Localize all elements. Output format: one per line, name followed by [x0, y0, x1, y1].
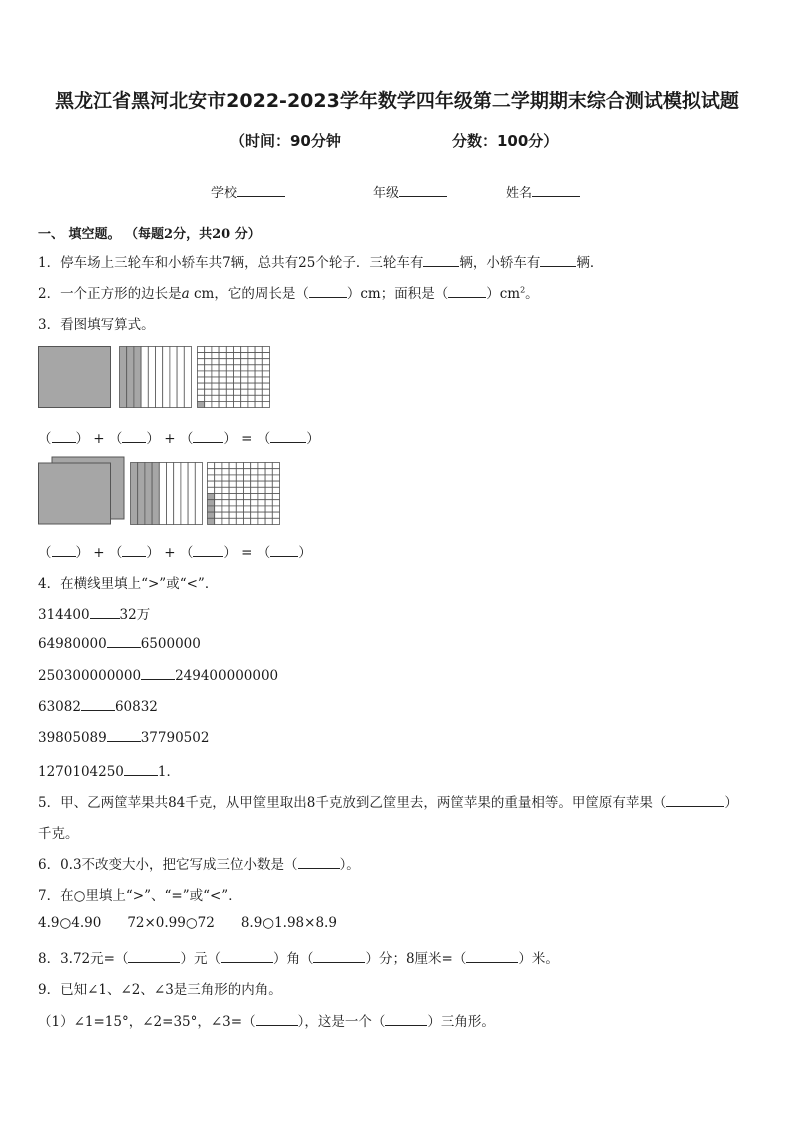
hundredth-cell — [248, 401, 255, 407]
hundredth-cell — [208, 475, 215, 481]
hundredth-cell — [208, 463, 215, 469]
hundredth-cell — [255, 377, 262, 383]
question-4: 4．在横线里填上“>”或“<”． — [38, 576, 219, 592]
hundredth-cell — [244, 494, 251, 500]
question-5-cont: 千克。 — [38, 826, 79, 842]
question-2: 2．一个正方形的边长是a cm，它的周长是（ ）cm；面积是（ ）$cm^2$。 — [38, 285, 539, 302]
hundredth-cell — [248, 353, 255, 359]
hundredth-cell — [234, 347, 241, 353]
tenth-strip — [131, 463, 138, 525]
hundredth-cell — [265, 500, 272, 506]
hundredth-cell — [215, 494, 222, 500]
hundredth-cell — [248, 383, 255, 389]
hundredth-cell — [219, 383, 226, 389]
hundredths-grid — [198, 347, 270, 408]
hundredth-cell — [229, 469, 236, 475]
tenth-strip — [145, 463, 152, 525]
hundredth-cell — [205, 395, 212, 401]
tenths-strips — [120, 347, 192, 408]
hundredth-cell — [265, 475, 272, 481]
hundredth-cell — [229, 494, 236, 500]
hundredth-cell — [236, 463, 243, 469]
hundredth-cell — [212, 401, 219, 407]
hundredth-cell — [198, 353, 205, 359]
tenth-strip — [138, 463, 145, 525]
hundredth-cell — [226, 359, 233, 365]
hundredth-cell — [222, 469, 229, 475]
hundredth-cell — [222, 512, 229, 518]
hundredth-cell — [222, 475, 229, 481]
hundredth-cell — [226, 365, 233, 371]
hundredth-cell — [234, 383, 241, 389]
hundredth-cell — [226, 347, 233, 353]
hundredth-cell — [258, 512, 265, 518]
hundredth-cell — [229, 506, 236, 512]
tenth-strip — [163, 347, 170, 408]
hundredth-cell — [241, 365, 248, 371]
hundredth-cell — [258, 494, 265, 500]
hundredth-cell — [215, 487, 222, 493]
hundredth-cell — [215, 463, 222, 469]
hundredth-cell — [258, 475, 265, 481]
hundredth-cell — [255, 365, 262, 371]
hundredth-cell — [212, 383, 219, 389]
tenth-strip — [174, 463, 181, 525]
hundredth-cell — [222, 463, 229, 469]
hundredth-cell — [212, 359, 219, 365]
compare-item: 250300000000 249400000000 — [38, 668, 279, 684]
hundredth-cell — [208, 469, 215, 475]
hundredth-cell — [215, 512, 222, 518]
hundredth-cell — [222, 500, 229, 506]
hundredth-cell — [236, 475, 243, 481]
hundredth-cell — [198, 359, 205, 365]
tenth-strip — [167, 463, 174, 525]
hundredth-cell — [255, 401, 262, 407]
hundredth-cell — [262, 377, 269, 383]
hundredth-cell — [229, 487, 236, 493]
time-label: （时间：90分钟 — [230, 132, 341, 150]
hundredth-cell — [236, 512, 243, 518]
hundredth-cell — [236, 469, 243, 475]
tenth-strip — [120, 347, 127, 408]
hundredth-cell — [219, 377, 226, 383]
hundredth-cell — [205, 347, 212, 353]
hundredth-cell — [258, 506, 265, 512]
hundredth-cell — [215, 481, 222, 487]
hundredth-cell — [212, 377, 219, 383]
hundredth-cell — [219, 395, 226, 401]
hundredth-cell — [205, 377, 212, 383]
hundredth-cell — [258, 500, 265, 506]
hundredth-cell — [229, 475, 236, 481]
hundredth-cell — [251, 475, 258, 481]
hundredth-cell — [262, 353, 269, 359]
hundredth-cell — [255, 359, 262, 365]
hundredth-cell — [262, 371, 269, 377]
hundredth-cell — [255, 395, 262, 401]
hundredth-cell — [222, 494, 229, 500]
hundredth-cell — [234, 353, 241, 359]
hundredth-cell — [226, 401, 233, 407]
hundredth-cell — [222, 481, 229, 487]
hundredth-cell — [226, 395, 233, 401]
hundredth-cell — [262, 365, 269, 371]
hundredth-cell — [241, 383, 248, 389]
hundredth-cell — [258, 518, 265, 524]
hundredth-cell — [262, 359, 269, 365]
hundredth-cell — [241, 371, 248, 377]
question-5: 5．甲、乙两筐苹果共84千克，从甲筐里取出8千克放到乙筐里去，两筐苹果的重量相等。甲筐原有苹果（ ） — [38, 795, 738, 811]
question-7-items: 4.9○4.90 72×0.99○72 8.9○1.98×8.9 — [38, 915, 337, 931]
hundredth-cell — [248, 359, 255, 365]
hundredth-cell — [265, 494, 272, 500]
tenth-strip — [152, 463, 159, 525]
tenth-strip — [188, 463, 195, 525]
hundredth-cell — [251, 500, 258, 506]
hundredth-cell — [262, 389, 269, 395]
hundredth-cell — [208, 512, 215, 518]
compare-item: 39805089 37790502 — [38, 730, 210, 746]
section-heading: 一、 填空题。 （每题2分，共20 分） — [38, 227, 261, 242]
hundredth-cell — [222, 487, 229, 493]
hundredth-cell — [222, 518, 229, 524]
hundredth-cell — [219, 347, 226, 353]
hundredth-cell — [208, 494, 215, 500]
hundredth-cell — [236, 506, 243, 512]
hundredth-cell — [215, 506, 222, 512]
hundredth-cell — [205, 353, 212, 359]
hundredth-cell — [205, 371, 212, 377]
school-field: 学校 — [211, 182, 285, 201]
hundredth-cell — [251, 487, 258, 493]
hundredth-cell — [265, 487, 272, 493]
hundredth-cell — [229, 481, 236, 487]
hundredth-cell — [226, 383, 233, 389]
hundredth-cell — [219, 353, 226, 359]
hundredth-cell — [215, 518, 222, 524]
hundredth-cell — [229, 518, 236, 524]
hundredth-cell — [241, 395, 248, 401]
figure-row-2 — [38, 456, 288, 526]
hundredth-cell — [212, 353, 219, 359]
hundredth-cell — [234, 359, 241, 365]
hundredths-grid — [208, 463, 280, 525]
hundredth-cell — [244, 469, 251, 475]
hundredth-cell — [244, 506, 251, 512]
hundredth-cell — [244, 512, 251, 518]
hundredth-cell — [244, 487, 251, 493]
hundredth-cell — [251, 494, 258, 500]
hundredth-cell — [236, 518, 243, 524]
hundredth-cell — [234, 401, 241, 407]
tenths-strips — [131, 463, 203, 525]
hundredth-cell — [251, 469, 258, 475]
hundredth-cell — [234, 371, 241, 377]
hundredth-cell — [262, 347, 269, 353]
hundredth-cell — [198, 395, 205, 401]
hundredth-cell — [234, 377, 241, 383]
hundredth-cell — [219, 359, 226, 365]
hundredth-cell — [198, 371, 205, 377]
hundredth-cell — [198, 347, 205, 353]
compare-item: 1270104250 1． — [38, 764, 180, 780]
hundredth-cell — [255, 383, 262, 389]
hundredth-cell — [198, 389, 205, 395]
hundredth-cell — [205, 365, 212, 371]
compare-item: 63082 60832 — [38, 699, 158, 715]
hundredth-cell — [265, 469, 272, 475]
hundredth-cell — [265, 518, 272, 524]
question-7: 7．在○里填上“>”、“=”或“<”． — [38, 888, 242, 904]
hundredth-cell — [272, 487, 279, 493]
hundredth-cell — [258, 463, 265, 469]
hundredth-cell — [244, 518, 251, 524]
hundredth-cell — [248, 395, 255, 401]
hundredth-cell — [215, 475, 222, 481]
hundredth-cell — [212, 347, 219, 353]
score-label: 分数：100分） — [452, 132, 559, 150]
hundredth-cell — [241, 377, 248, 383]
hundredth-cell — [241, 347, 248, 353]
hundredth-cell — [205, 383, 212, 389]
hundredth-cell — [255, 353, 262, 359]
hundredth-cell — [251, 518, 258, 524]
hundredth-cell — [272, 500, 279, 506]
hundredth-cell — [272, 475, 279, 481]
tenth-strip — [195, 463, 202, 525]
hundredth-cell — [258, 487, 265, 493]
hundredth-cell — [208, 518, 215, 524]
hundredth-cell — [229, 463, 236, 469]
hundredth-cell — [244, 475, 251, 481]
hundredth-cell — [241, 359, 248, 365]
hundredth-cell — [272, 512, 279, 518]
whole-square-front — [39, 463, 111, 524]
hundredth-cell — [255, 371, 262, 377]
hundredth-cell — [234, 365, 241, 371]
tenth-strip — [134, 347, 141, 408]
hundredth-cell — [272, 481, 279, 487]
hundredth-cell — [215, 469, 222, 475]
tenth-strip — [159, 463, 166, 525]
hundredth-cell — [265, 481, 272, 487]
hundredth-cell — [208, 500, 215, 506]
hundredth-cell — [272, 469, 279, 475]
hundredth-cell — [205, 359, 212, 365]
hundredth-cell — [262, 401, 269, 407]
hundredth-cell — [219, 365, 226, 371]
tenth-strip — [170, 347, 177, 408]
hundredth-cell — [226, 377, 233, 383]
question-6: 6．0.3不改变大小，把它写成三位小数是（ ）。 — [38, 857, 360, 873]
hundredth-cell — [272, 463, 279, 469]
hundredth-cell — [272, 494, 279, 500]
hundredth-cell — [262, 395, 269, 401]
hundredth-cell — [234, 395, 241, 401]
hundredth-cell — [198, 377, 205, 383]
hundredth-cell — [222, 506, 229, 512]
grade-field: 年级 — [373, 182, 447, 201]
hundredth-cell — [244, 500, 251, 506]
question-8: 8．3.72元=（ ）元（ ）角（ ）分；8厘米=（ ）米。 — [38, 951, 559, 967]
hundredth-cell — [241, 353, 248, 359]
hundredth-cell — [219, 389, 226, 395]
hundredth-cell — [198, 365, 205, 371]
hundredth-cell — [212, 371, 219, 377]
tenth-strip — [184, 347, 191, 408]
tenth-strip — [177, 347, 184, 408]
hundredth-cell — [236, 500, 243, 506]
hundredth-cell — [248, 347, 255, 353]
hundredth-cell — [198, 401, 205, 407]
question-1: 1．停车场上三轮车和小轿车共7辆，总共有25个轮子．三轮车有 辆，小轿车有 辆． — [38, 255, 604, 271]
compare-item: 64980000 6500000 — [38, 636, 201, 652]
hundredth-cell — [251, 481, 258, 487]
hundredth-cell — [205, 401, 212, 407]
hundredth-cell — [236, 494, 243, 500]
hundredth-cell — [208, 487, 215, 493]
hundredth-cell — [255, 389, 262, 395]
tenth-strip — [156, 347, 163, 408]
name-field: 姓名 — [506, 182, 580, 201]
hundredth-cell — [208, 481, 215, 487]
figure-row-1 — [38, 346, 278, 410]
hundredth-cell — [258, 469, 265, 475]
hundredth-cell — [248, 365, 255, 371]
hundredth-cell — [265, 463, 272, 469]
hundredth-cell — [229, 500, 236, 506]
hundredth-cell — [205, 389, 212, 395]
hundredth-cell — [244, 463, 251, 469]
hundredth-cell — [258, 481, 265, 487]
hundredth-cell — [212, 395, 219, 401]
equation-row-1: （ ） + （ ） + （ ） = （ ） — [38, 431, 320, 447]
hundredth-cell — [248, 371, 255, 377]
hundredth-cell — [248, 377, 255, 383]
hundredth-cell — [226, 389, 233, 395]
hundredth-cell — [241, 401, 248, 407]
hundredth-cell — [248, 389, 255, 395]
hundredth-cell — [265, 512, 272, 518]
hundredth-cell — [219, 401, 226, 407]
hundredth-cell — [208, 506, 215, 512]
whole-square — [39, 347, 111, 408]
hundredth-cell — [212, 389, 219, 395]
hundredth-cell — [236, 481, 243, 487]
compare-item: 314400 32万 — [38, 607, 151, 623]
tenth-strip — [181, 463, 188, 525]
hundredth-cell — [272, 518, 279, 524]
hundredth-cell — [251, 463, 258, 469]
hundredth-cell — [229, 512, 236, 518]
hundredth-cell — [215, 500, 222, 506]
equation-row-2: （ ） + （ ） + （ ） = （ ） — [38, 545, 312, 561]
hundredth-cell — [251, 506, 258, 512]
tenth-strip — [148, 347, 155, 408]
hundredth-cell — [219, 371, 226, 377]
hundredth-cell — [272, 506, 279, 512]
page-title: 黑龙江省黑河北安市2022-2023学年数学四年级第二学期期末综合测试模拟试题 — [55, 90, 739, 112]
hundredth-cell — [265, 506, 272, 512]
hundredth-cell — [226, 353, 233, 359]
hundredth-cell — [244, 481, 251, 487]
hundredth-cell — [226, 371, 233, 377]
hundredth-cell — [255, 347, 262, 353]
hundredth-cell — [198, 383, 205, 389]
hundredth-cell — [241, 389, 248, 395]
hundredth-cell — [212, 365, 219, 371]
hundredth-cell — [262, 383, 269, 389]
hundredth-cell — [236, 487, 243, 493]
question-9-part-1: （1）∠1=15°，∠2=35°，∠3=（ ），这是一个（ ）三角形。 — [38, 1014, 495, 1030]
hundredth-cell — [251, 512, 258, 518]
question-3: 3．看图填写算式。 — [38, 317, 155, 333]
tenth-strip — [141, 347, 148, 408]
question-9: 9．已知∠1、∠2、∠3是三角形的内角。 — [38, 982, 282, 998]
tenth-strip — [127, 347, 134, 408]
hundredth-cell — [234, 389, 241, 395]
